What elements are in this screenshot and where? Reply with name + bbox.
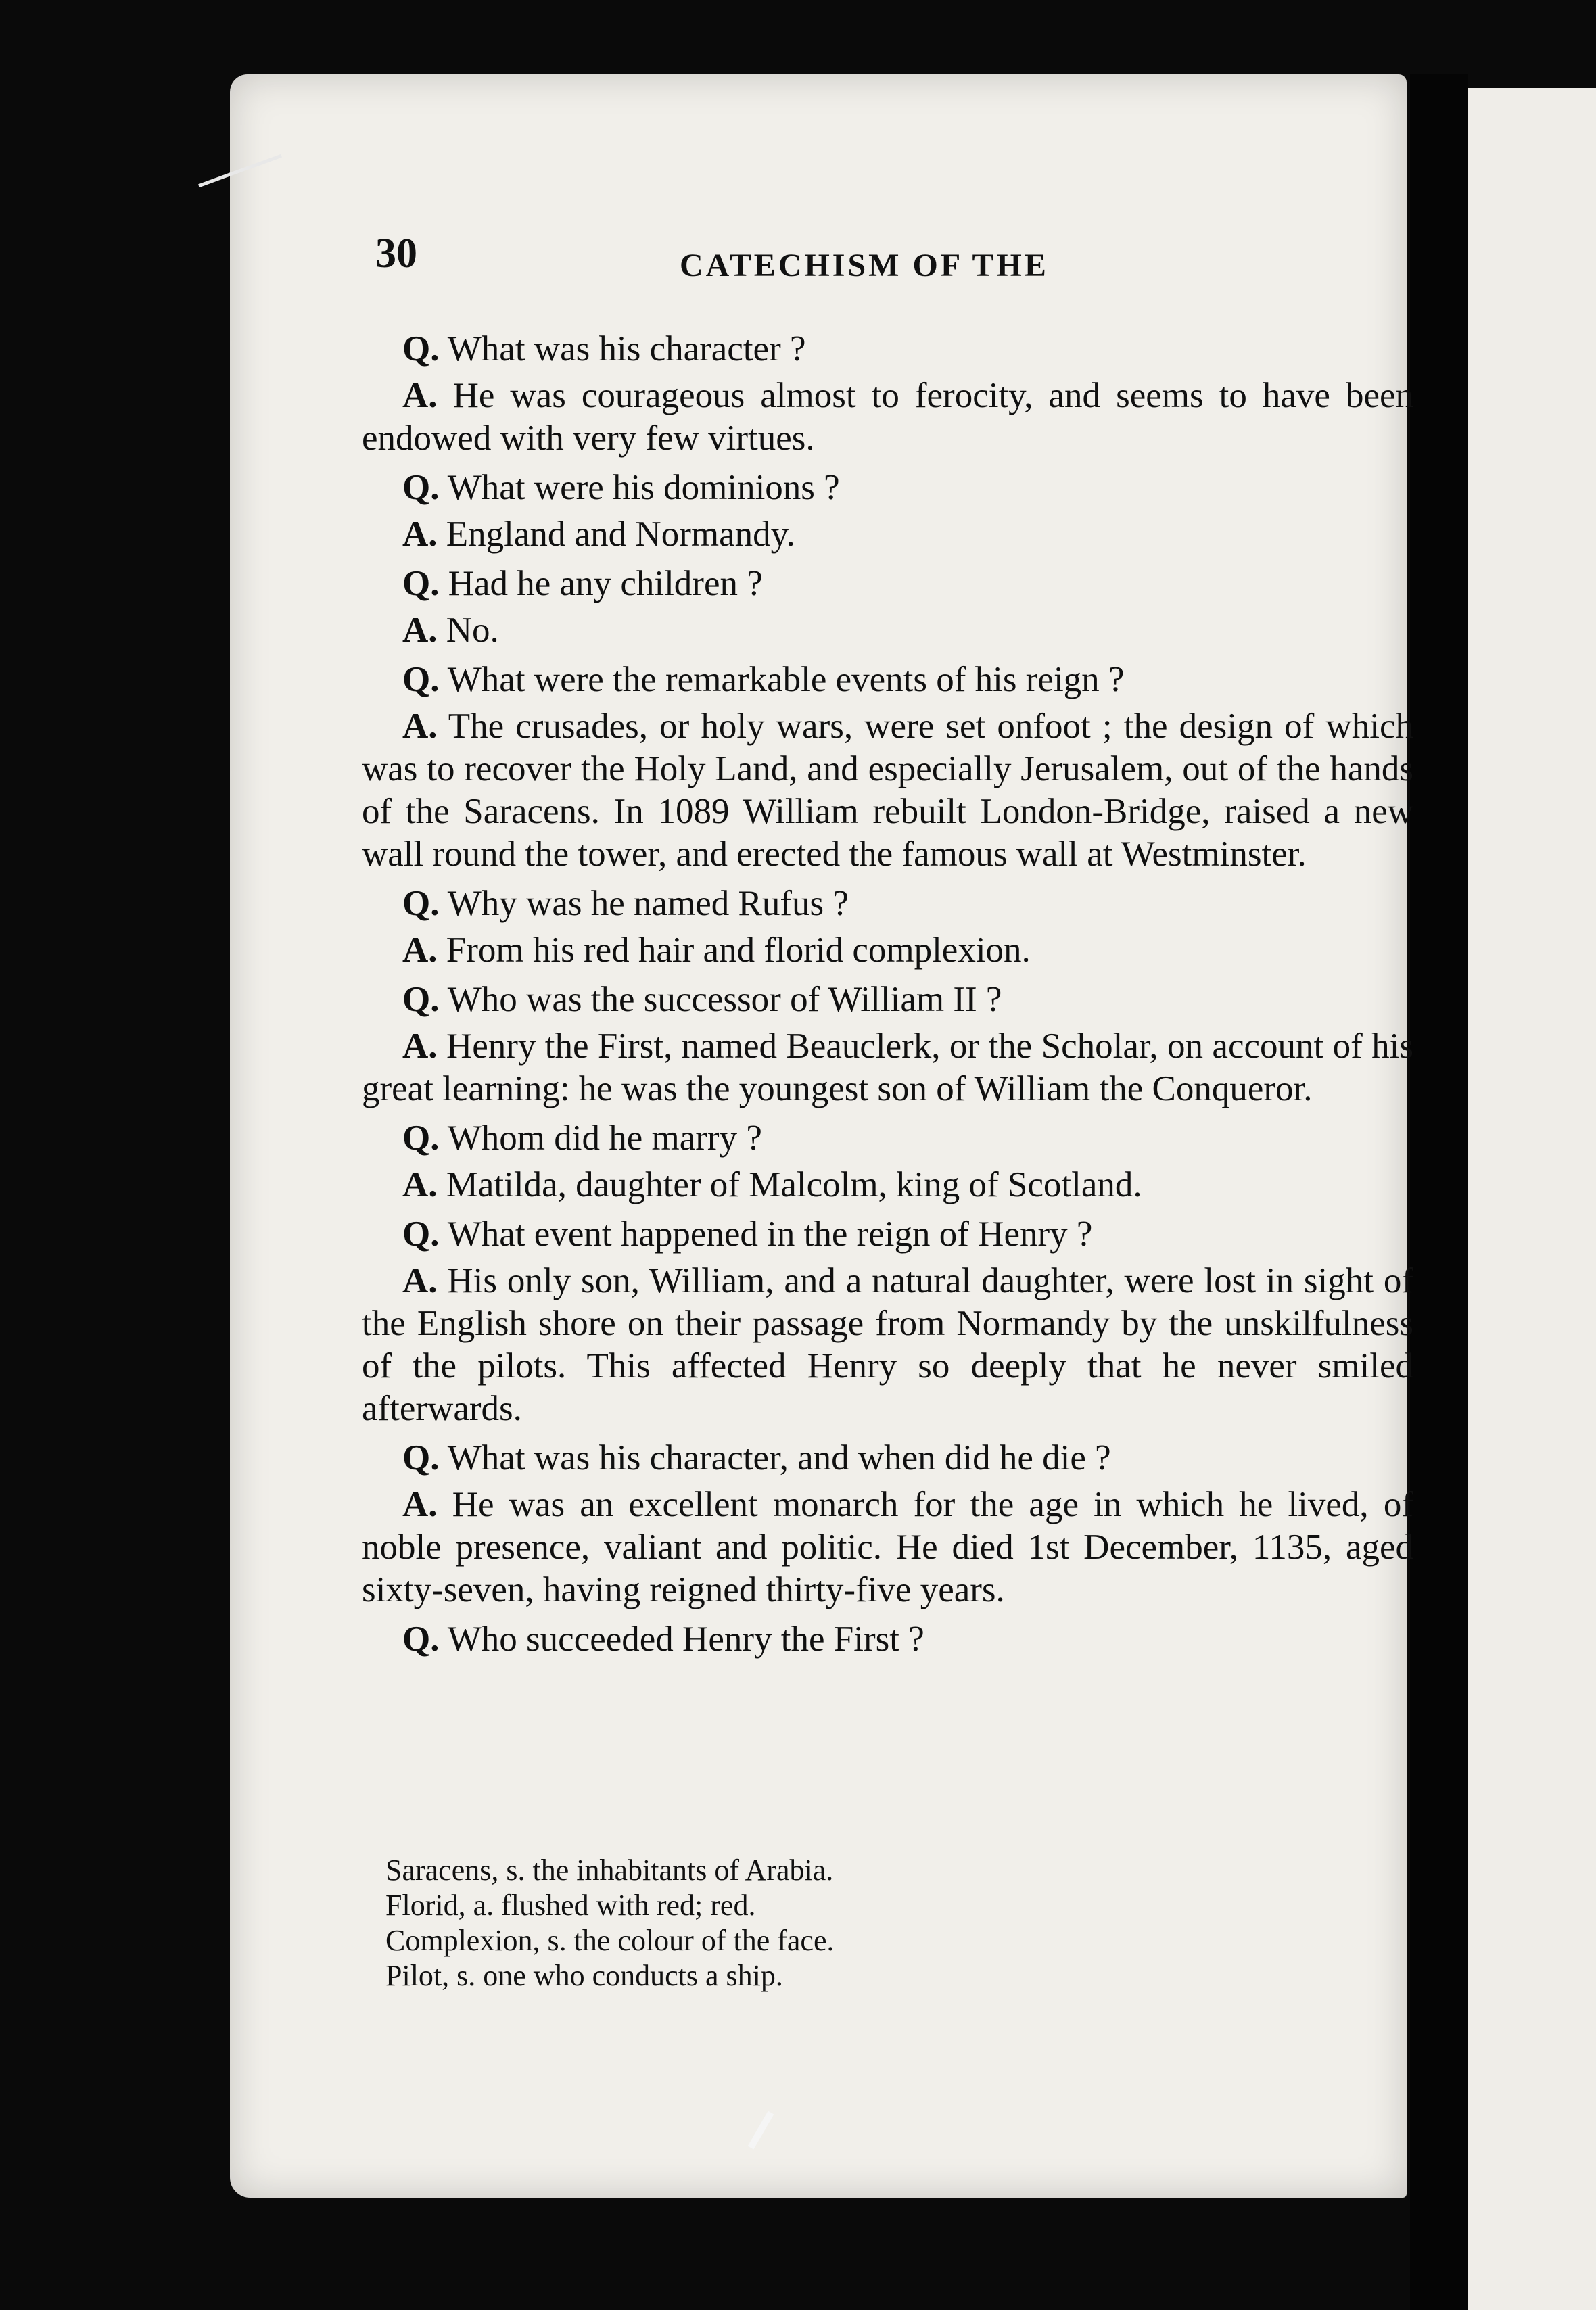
qa-label: Q. [402,1438,440,1478]
qa-text: Had he any children ? [448,564,763,603]
question [362,659,1413,701]
question [362,882,1413,925]
qa-text: He was an excellent monarch for the age in which he lived, of noble presence, valiant and politic. He died 1st December, 1135, aged sixty-seven, having reigned thirty-five years. [362,1485,1414,1609]
qa-text: What were the remarkable events of his reign ? [447,660,1125,699]
book-gutter [1410,74,1468,2310]
page-header [375,230,1390,298]
qa-text: The crusades, or holy wars, were set onfoot ; the design of which was to recover the Holy Land, and especially Jerusalem, out of the hands of the Saracens. In 1089 William rebuilt London-Bridge, raised a new wall round the tower, and erected the famous wall at Westminster. [362,707,1413,874]
qa-text: Whom did he marry ? [447,1118,762,1158]
qa-label: Q. [402,980,440,1019]
answer [362,513,1413,556]
question [362,979,1413,1021]
qa-text: His only son, William, and a natural daughter, were lost in sight of the English shore on their passage from Normandy by the unskilfulness of the pilots. This affected Henry so deeply that he never smiled afterwards. [362,1261,1413,1428]
qa-text: Who succeeded Henry the First ? [447,1620,924,1659]
question [362,1437,1413,1480]
qa-label: Q. [402,468,440,507]
glossary-entry: Saracens, s. the inhabitants of Arabia. [385,1854,834,1887]
page-number: 30 [375,231,417,277]
answer [362,929,1413,972]
question [362,1117,1413,1160]
qa-text: What event happened in the reign of Henry ? [447,1215,1093,1254]
question [362,563,1413,605]
qa-text: He was courageous almost to ferocity, and seems to have been endowed with very few virtues. [362,376,1414,458]
answer [362,705,1413,876]
question [362,467,1413,509]
qa-label: Q. [402,564,440,603]
qa-label: A. [402,1165,438,1204]
glossary [385,1853,1366,1994]
qa-label: Q. [402,884,440,923]
answer [362,1484,1413,1611]
qa-label: A. [402,611,438,650]
qa-text: Matilda, daughter of Malcolm, king of Scotland. [446,1165,1142,1204]
glossary-entry: Florid, a. flushed with red; red. [385,1889,756,1922]
qa-label: A. [402,376,438,415]
qa-text: Who was the successor of William II ? [447,980,1002,1019]
qa-label: Q. [402,1118,440,1158]
qa-label: Q. [402,1215,440,1254]
qa-label: Q. [402,660,440,699]
answer [362,609,1413,652]
qa-text: Henry the First, named Beauclerk, or the Scholar, on account of his great learning: he was the youngest son of William the Conqueror. [362,1027,1414,1108]
qa-label: A. [402,1261,438,1300]
answer [362,375,1413,460]
qa-text: What was his character, and when did he die ? [447,1438,1111,1478]
qa-label: A. [402,707,438,746]
question [362,1618,1413,1661]
qa-label: A. [402,1027,438,1066]
qa-text: What were his dominions ? [447,468,840,507]
running-head: CATECHISM OF THE [680,248,1049,283]
glossary-entry: Pilot, s. one who conducts a ship. [385,1959,783,1992]
qa-label: A. [402,515,438,554]
question [362,328,1413,371]
qa-label: A. [402,930,438,970]
glossary-entry: Complexion, s. the colour of the face. [385,1924,835,1957]
right-page-edge [1468,88,1596,2310]
qa-text: Why was he named Rufus ? [447,884,849,923]
qa-text: No. [446,611,499,650]
qa-label: Q. [402,1620,440,1659]
question [362,1213,1413,1256]
catechism-text [362,328,1413,1665]
qa-text: From his red hair and florid complexion. [446,930,1031,970]
qa-text: England and Normandy. [446,515,795,554]
answer [362,1260,1413,1430]
answer [362,1164,1413,1206]
qa-text: What was his character ? [447,329,806,369]
qa-label: Q. [402,329,440,369]
answer [362,1025,1413,1110]
qa-label: A. [402,1485,438,1524]
